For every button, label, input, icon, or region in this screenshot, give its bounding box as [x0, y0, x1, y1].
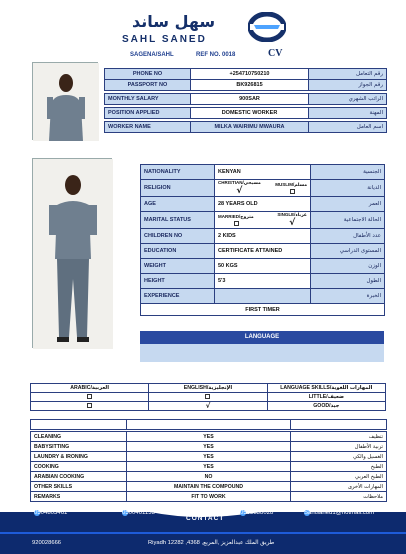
reference-number: REF NO. 0018 [196, 52, 236, 58]
nationality-label: NATIONALITY [141, 165, 215, 180]
house-work-title: HOUSE WORK [127, 420, 291, 430]
religion-label: RELIGION [141, 180, 215, 197]
religion-row [141, 180, 385, 197]
house-work-task: LAUNDRY & IRONING [31, 452, 127, 462]
passport-value: BK926815 [191, 80, 309, 91]
house-work-task: OTHER SKILLS [31, 482, 127, 492]
weight-label-arabic: الوزن [311, 259, 385, 274]
house-work-row [31, 492, 387, 502]
education-label-arabic: المستوى الدراسي [311, 244, 385, 259]
education-value: CERTIFICATE ATTAINED [215, 244, 311, 259]
house-work-task-arabic: ملاحظات [291, 492, 387, 502]
height-value: 5'3 [215, 274, 311, 289]
worker-name-label-arabic: اسم العامل [309, 122, 387, 133]
education-label: EDUCATION [141, 244, 215, 259]
religion-option-christian: CHRISTIAN/مسيحي [218, 180, 261, 185]
marital-options [215, 212, 311, 229]
language-arabic-header: ARABIC/العربية [31, 384, 149, 393]
religion-option-muslim: MUSLIM/مسلم [275, 182, 307, 188]
house-work-answer: YES [127, 462, 291, 472]
house-work-row [31, 482, 387, 492]
arabic-little-cell [31, 393, 149, 402]
position-row [105, 108, 387, 119]
passport-label-arabic: رقم الجواز [309, 80, 387, 91]
phone-label-arabic: رقم التعامل [309, 69, 387, 80]
education-row [141, 244, 385, 259]
house-work-row [31, 472, 387, 482]
weight-row [141, 259, 385, 274]
house-work-rows [30, 431, 387, 502]
house-work-header-row [31, 420, 387, 430]
house-work-answer: NO [127, 472, 291, 482]
religion-muslim-checkbox [290, 189, 295, 194]
language-skills-header: LANGUAGE SKILLS/المهارات اللغوية [267, 384, 385, 393]
marital-single-tick: √ [289, 218, 296, 228]
marital-option-married: MARRIED/متزوج [218, 214, 254, 220]
children-label-arabic: عدد الأطفال [311, 229, 385, 244]
salary-label: MONTHLY SALARY [105, 94, 191, 105]
arabic-good-cell [31, 402, 149, 411]
marital-label-arabic: الحالة الاجتماعية [311, 212, 385, 229]
language-little-row [31, 393, 386, 402]
footer-phone-5: 920028666 [32, 540, 62, 546]
nationality-label-arabic: الجنسية [311, 165, 385, 180]
religion-label-arabic: الديانة [311, 180, 385, 197]
children-label: CHILDREN NO [141, 229, 215, 244]
arabic-good-checkbox [87, 403, 92, 408]
agency-code: SAGENA/SAHL [130, 52, 174, 58]
age-label-arabic: العمر [311, 197, 385, 212]
language-good-label: GOOD/جيد [267, 402, 385, 411]
religion-christian-tick: √ [236, 186, 243, 196]
religion-options [215, 180, 311, 197]
english-good-cell [149, 402, 267, 411]
arabic-little-checkbox [87, 394, 92, 399]
age-value: 28 YEARS OLD [215, 197, 311, 212]
language-skills-table [30, 383, 386, 411]
english-good-tick: √ [205, 402, 211, 410]
marital-row [141, 212, 385, 229]
salary-row [105, 94, 387, 105]
house-work-task: CLEANING [31, 432, 127, 442]
passport-row [105, 80, 387, 91]
passport-label: PASSPORT NO [105, 80, 191, 91]
document-type: CV [268, 48, 283, 59]
experience-label-arabic: الخبرة [311, 289, 385, 304]
nationality-row [141, 165, 385, 180]
full-body-photo [32, 158, 112, 348]
children-value: 2 KIDS [215, 229, 311, 244]
age-label: AGE [141, 197, 215, 212]
house-work-task-arabic: تنظيف [291, 432, 387, 442]
logo-mark-icon [248, 12, 286, 42]
weight-value: 50 KGS [215, 259, 311, 274]
experience-row [141, 289, 385, 304]
experience-label: EXPERIENCE [141, 289, 215, 304]
portrait-photo [32, 62, 98, 140]
salary-value: 900SAR [191, 94, 309, 105]
house-work-row [31, 432, 387, 442]
house-work-row [31, 462, 387, 472]
experience-value-row [141, 304, 385, 316]
phone-label: PHONE NO [105, 69, 191, 80]
house-work-task-arabic: الطبخ العربي [291, 472, 387, 482]
house-work-task: REMARKS [31, 492, 127, 502]
brand-name-english: SAHL SANED [122, 34, 207, 45]
house-work-row [31, 442, 387, 452]
house-work-answer: YES [127, 442, 291, 452]
height-row [141, 274, 385, 289]
contact-details-table [104, 68, 387, 133]
height-label: HEIGHT [141, 274, 215, 289]
phone-row [105, 69, 387, 80]
position-label: POSITION APPLIED [105, 108, 191, 119]
age-row [141, 197, 385, 212]
house-work-task: COOKING [31, 462, 127, 472]
footer-address: Riyadh 12282 ,4368 ,طريق الملك عبدالعزيز ,المربع [148, 540, 275, 546]
company-logo [118, 12, 318, 48]
position-value: DOMESTIC WORKER [191, 108, 309, 119]
footer-contact-label: CONTACT [186, 515, 225, 522]
marital-married-checkbox [234, 221, 239, 226]
house-work-answer: MAINTAIN THE COMPOUND [127, 482, 291, 492]
position-label-arabic: المهنة [309, 108, 387, 119]
house-work-answer: YES [127, 432, 291, 442]
footer-phone-line: 0504803461 0500461133 0557312744 0508838028 Sahlsaned1@hotmail.com [34, 510, 375, 516]
english-little-checkbox [205, 394, 210, 399]
house-work-answer: FIT TO WORK [127, 492, 291, 502]
house-work-task: BABYSITTING [31, 442, 127, 452]
language-section-title: LANGUAGE [140, 331, 384, 344]
worker-name-row [105, 122, 387, 133]
english-little-cell [149, 393, 267, 402]
house-work-task-arabic: تربية الأطفال [291, 442, 387, 452]
house-work-task-arabic: المهارات الأخرى [291, 482, 387, 492]
language-band [140, 344, 384, 362]
marital-option-single: SINGLE/عزباء [277, 212, 307, 217]
marital-label: MARITAL STATUS [141, 212, 215, 229]
brand-name-arabic: سهل ساند [132, 12, 216, 31]
language-little-label: LITTLE/ضعيف [267, 393, 385, 402]
height-label-arabic: الطول [311, 274, 385, 289]
worker-name-value: MILKA WAIRIMU MWAURA [191, 122, 309, 133]
house-work-row [31, 452, 387, 462]
phone-value: +254710750210 [191, 69, 309, 80]
weight-label: WEIGHT [141, 259, 215, 274]
house-work-answer: YES [127, 452, 291, 462]
worker-name-label: WORKER NAME [105, 122, 191, 133]
language-header-row [31, 384, 386, 393]
children-row [141, 229, 385, 244]
house-work-task-arabic: الغسيل والكي [291, 452, 387, 462]
salary-label-arabic: الراتب الشهري [309, 94, 387, 105]
house-work-table [30, 419, 387, 430]
house-work-task: ARABIAN COOKING [31, 472, 127, 482]
house-work-task-arabic: الطبخ [291, 462, 387, 472]
experience-value: FIRST TIMER [141, 304, 385, 316]
nationality-value: KENYAN [215, 165, 311, 180]
personal-info-table [140, 164, 385, 316]
language-good-row [31, 402, 386, 411]
language-english-header: ENGLISH/الإنجليزية [149, 384, 267, 393]
